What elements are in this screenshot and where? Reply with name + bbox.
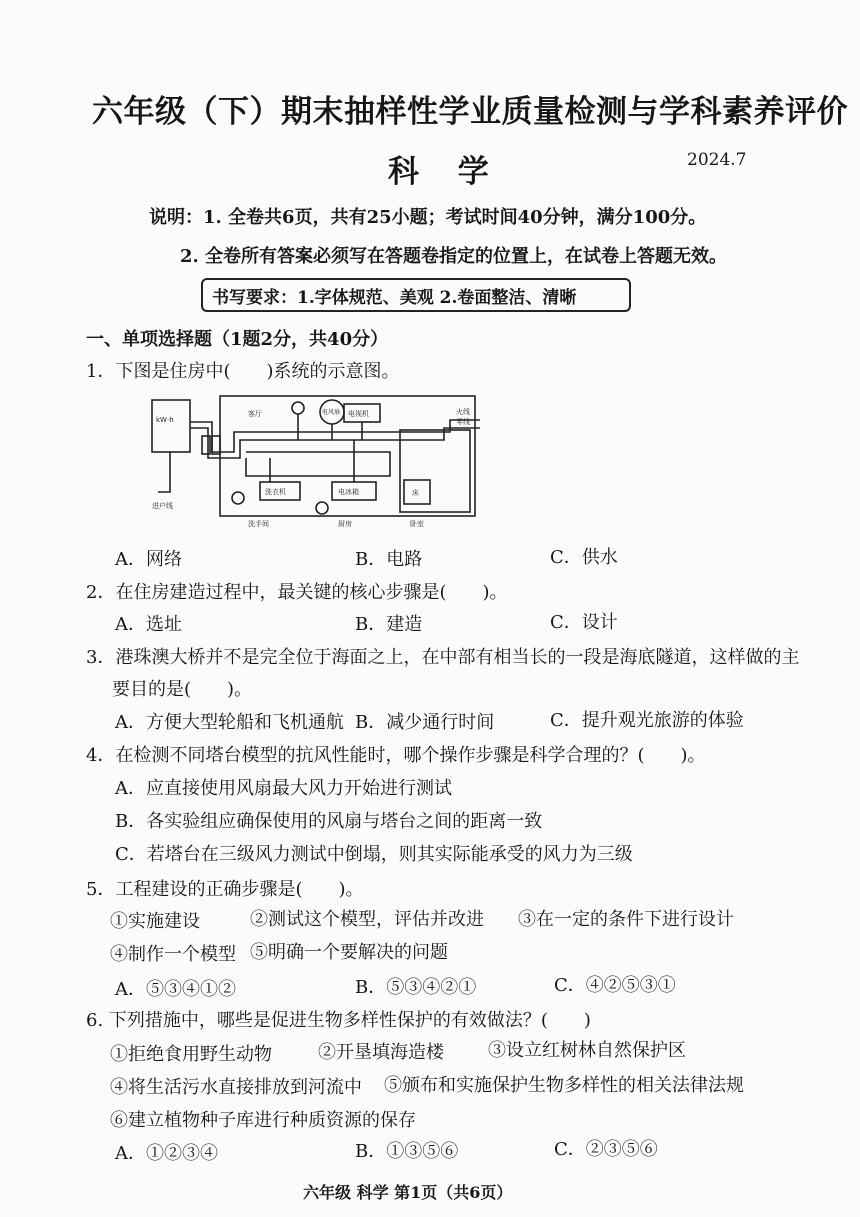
live-wire-label: 火线 [456,408,470,416]
q2-option-c[interactable]: C．设计 [550,612,618,633]
q2-option-b[interactable]: B．建造 [355,614,423,635]
q1-option-c[interactable]: C．供水 [550,547,618,568]
question-4-stem: 4．在检测不同塔台模型的抗风性能时，哪个操作步骤是科学合理的？( )。 [86,745,706,766]
tv-label: 电视机 [348,410,369,418]
q3-option-c[interactable]: C．提升观光旅游的体验 [550,710,744,731]
instruction-2: 2. 全卷所有答案必须写在答题卷指定的位置上，在试卷上答题无效。 [180,246,728,267]
q6-option-c[interactable]: C．②③⑤⑥ [554,1139,658,1160]
bed-label: 床 [412,489,419,497]
fan-label: 电风扇 [322,409,341,416]
house-circuit-diagram [150,392,490,532]
entrance-line-label: 进户线 [152,502,173,510]
instruction-1: 说明：1. 全卷共6页，共有25小题；考试时间40分钟，满分100分。 [149,207,707,228]
page-footer: 六年级 科学 第1页（共6页） [303,1183,513,1202]
q6-item-5: ⑤颁布和实施保护生物多样性的相关法律法规 [384,1075,744,1096]
question-6-stem: 6. 下列措施中，哪些是促进生物多样性保护的有效做法？( ) [86,1010,591,1031]
q5-item-5: ⑤明确一个要解决的问题 [250,942,448,963]
q4-option-a[interactable]: A．应直接使用风扇最大风力开始进行测试 [115,778,452,799]
q5-item-4: ④制作一个模型 [110,944,236,965]
q5-option-c[interactable]: C．④②⑤③① [554,975,676,996]
bedroom-label: 卧室 [410,520,424,528]
q6-option-a[interactable]: A．①②③④ [115,1143,218,1164]
section-heading: 一、单项选择题（1题2分，共40分） [86,329,389,350]
neutral-wire-label: 零线 [456,418,470,426]
washer-label: 洗衣机 [265,488,286,496]
subject-title: 科 学 [388,154,503,190]
bathroom-label: 洗手间 [248,520,269,528]
q4-option-c[interactable]: C．若塔台在三级风力测试中倒塌，则其实际能承受的风力为三级 [115,844,633,865]
q2-option-a[interactable]: A．选址 [115,614,182,635]
q4-option-b[interactable]: B．各实验组应确保使用的风扇与塔台之间的距离一致 [115,811,543,832]
q6-item-1: ①拒绝食用野生动物 [110,1044,272,1065]
question-3-stem: 3．港珠澳大桥并不是完全位于海面之上，在中部有相当长的一段是海底隧道，这样做的主 [86,647,800,668]
q5-item-1: ①实施建设 [110,911,200,932]
question-2-stem: 2．在住房建造过程中，最关键的核心步骤是( )。 [86,582,508,603]
exam-title: 六年级（下）期末抽样性学业质量检测与学科素养评价 [92,94,848,130]
q5-item-2: ②测试这个模型，评估并改进 [250,909,484,930]
kitchen-label: 厨房 [338,520,352,528]
fridge-label: 电冰箱 [338,488,359,496]
question-3-stem-cont: 要目的是( )。 [112,679,253,700]
question-1-stem: 1．下图是住房中( )系统的示意图。 [86,361,400,382]
q6-option-b[interactable]: B．①③⑤⑥ [355,1141,459,1162]
meter-box [152,400,190,452]
q1-option-a[interactable]: A．网络 [115,549,182,570]
q6-item-4: ④将生活污水直接排放到河流中 [110,1077,362,1098]
q6-item-2: ②开垦填海造楼 [318,1042,444,1063]
question-5-stem: 5．工程建设的正确步骤是( )。 [86,879,364,900]
q3-option-b[interactable]: B．减少通行时间 [355,712,495,733]
q5-option-b[interactable]: B．⑤③④②① [355,977,477,998]
q5-option-a[interactable]: A．⑤③④①② [115,979,236,1000]
q6-item-3: ③设立红树林自然保护区 [488,1040,686,1061]
q3-option-a[interactable]: A．方便大型轮船和飞机通航 [115,712,344,733]
q1-option-b[interactable]: B．电路 [355,549,423,570]
writing-requirement: 书写要求：1.字体规范、美观 2.卷面整洁、清晰 [212,288,577,308]
meter-label: kW·h [156,416,174,424]
exam-date: 2024.7 [687,150,747,170]
q5-item-3: ③在一定的条件下进行设计 [518,909,734,930]
q6-item-6: ⑥建立植物种子库进行种质资源的保存 [110,1110,416,1131]
living-room-label: 客厅 [248,410,262,418]
